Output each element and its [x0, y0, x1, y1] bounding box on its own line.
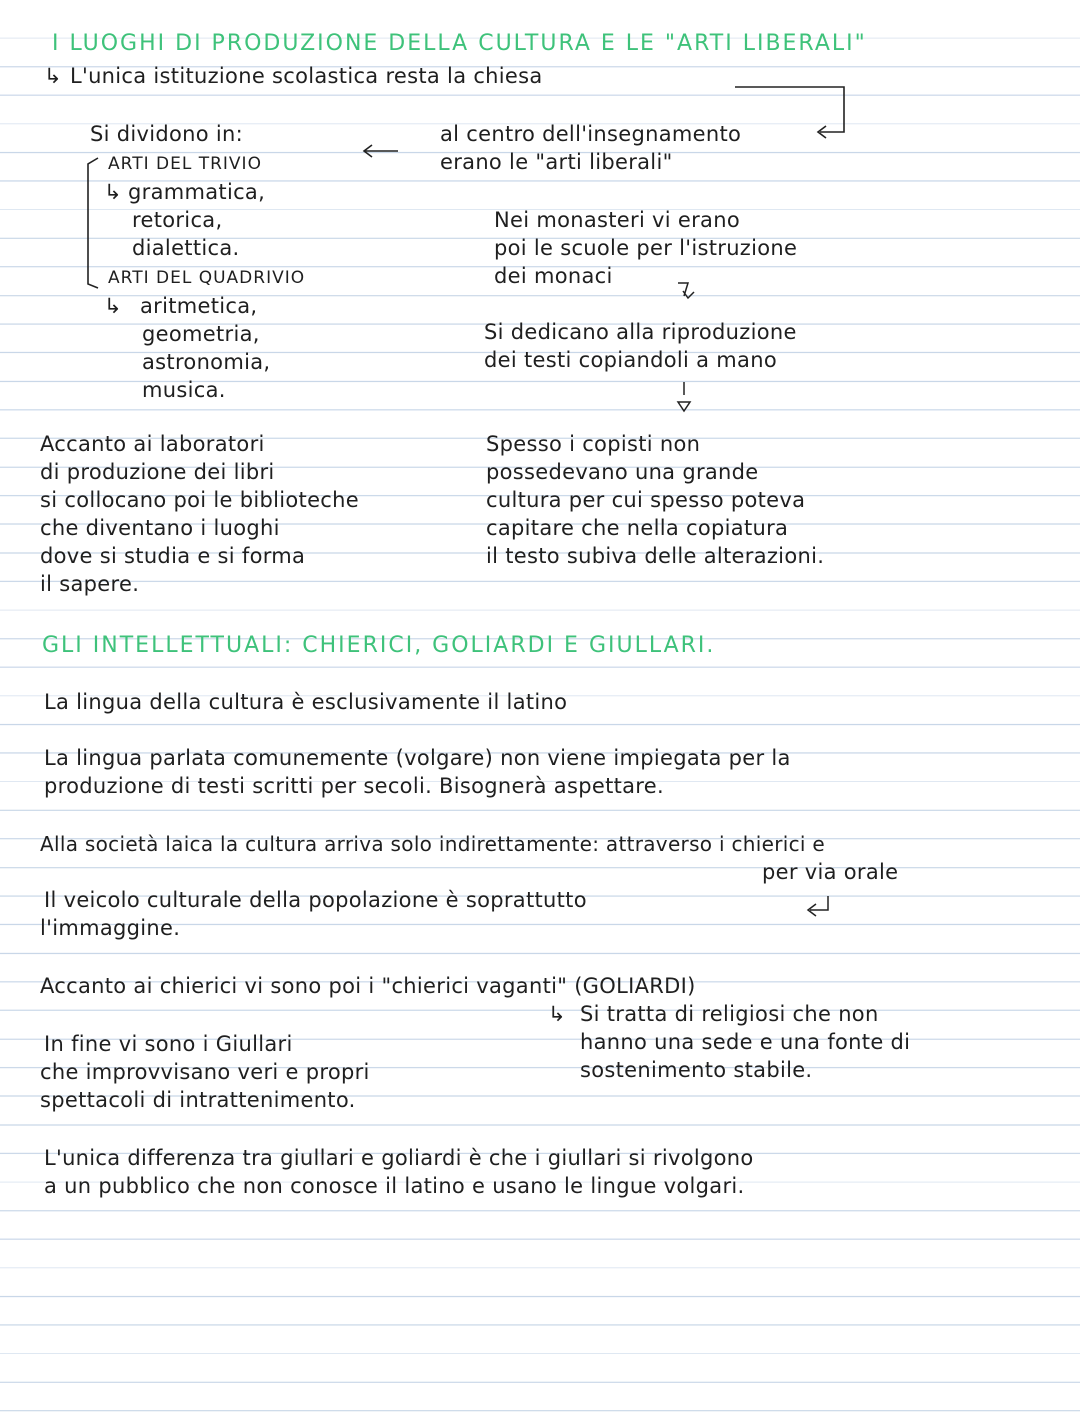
sub-arrow-icon: ↳ — [44, 64, 62, 88]
biblioteche-line: di produzione dei libri — [40, 460, 275, 484]
chiesa-line: L'unica istituzione scolastica resta la chiesa — [70, 64, 543, 88]
goliardi-line: sostenimento stabile. — [580, 1058, 813, 1082]
biblioteche-line: si collocano poi le biblioteche — [40, 488, 359, 512]
trivio-item: dialettica. — [132, 236, 240, 260]
arrow-down-monaci-icon — [678, 283, 694, 298]
biblioteche-line: che diventano i luoghi — [40, 516, 280, 540]
copisti-line: Spesso i copisti non — [486, 432, 701, 456]
quadrivio-item: astronomia, — [142, 350, 271, 374]
connector-chiesa-to-centro — [735, 87, 844, 132]
trivio-title: ARTI DEL TRIVIO — [108, 154, 262, 174]
differenza-line: a un pubblico che non conosce il latino e usano le lingue volgari. — [44, 1174, 745, 1198]
veicolo-line: l'immaggine. — [40, 916, 181, 940]
copisti-line: capitare che nella copiatura — [486, 516, 789, 540]
monasteri-line: Nei monasteri vi erano — [494, 208, 740, 232]
bracket-arti — [88, 158, 98, 288]
quadrivio-item: aritmetica, — [140, 294, 258, 318]
arrow-to-divide-icon — [364, 145, 398, 157]
chierici-vaganti-line: Accanto ai chierici vi sono poi i "chierici vaganti" (GOLIARDI) — [40, 974, 696, 998]
volgare-line: produzione di testi scritti per secoli. Bisognerà aspettare. — [44, 774, 664, 798]
return-arrow-icon — [808, 896, 828, 916]
biblioteche-line: Accanto ai laboratori — [40, 432, 265, 456]
center-line: al centro dell'insegnamento — [440, 122, 742, 146]
latino-line: La lingua della cultura è esclusivamente il latino — [44, 690, 568, 714]
quadrivio-item: musica. — [142, 378, 226, 402]
arrowhead-icon — [818, 126, 826, 138]
volgare-line: La lingua parlata comunemente (volgare) non viene impiegata per la — [44, 746, 791, 770]
goliardi-line: Si tratta di religiosi che non — [580, 1002, 879, 1026]
biblioteche-line: dove si studia e si forma — [40, 544, 306, 568]
trivio-item: grammatica, — [128, 180, 266, 204]
copisti-line: il testo subiva delle alterazioni. — [486, 544, 825, 568]
differenza-line: L'unica differenza tra giullari e goliardi è che i giullari si rivolgono — [44, 1146, 754, 1170]
sub-arrow-icon: ↳ — [548, 1002, 566, 1026]
veicolo-line: Il veicolo culturale della popolazione è soprattutto — [44, 888, 587, 912]
trivio-item: retorica, — [132, 208, 223, 232]
copisti-line: possedevano una grande — [486, 460, 759, 484]
sub-arrow-icon: ↳ — [104, 180, 122, 204]
section-title-intellettuali: GLI INTELLETTUALI: CHIERICI, GOLIARDI E GIULLARI. — [42, 633, 716, 658]
section-title-luoghi: I LUOGHI DI PRODUZIONE DELLA CULTURA E LE "ARTI LIBERALI" — [52, 31, 867, 56]
via-orale-line: per via orale — [762, 860, 899, 884]
monasteri-line: poi le scuole per l'istruzione — [494, 236, 798, 260]
quadrivio-title: ARTI DEL QUADRIVIO — [108, 268, 306, 288]
center-line: erano le "arti liberali" — [440, 150, 673, 174]
giullari-line: In fine vi sono i Giullari — [44, 1032, 293, 1056]
giullari-line: che improvvisano veri e propri — [40, 1060, 370, 1084]
biblioteche-line: il sapere. — [40, 572, 140, 596]
goliardi-line: hanno una sede e una fonte di — [580, 1030, 911, 1054]
riproduzione-line: dei testi copiandoli a mano — [484, 348, 777, 372]
giullari-line: spettacoli di intrattenimento. — [40, 1088, 356, 1112]
sub-arrow-icon: ↳ — [104, 294, 122, 318]
copisti-line: cultura per cui spesso poteva — [486, 488, 806, 512]
monasteri-line: dei monaci — [494, 264, 613, 288]
divide-in-label: Si dividono in: — [90, 122, 243, 146]
arrow-down-testi-icon — [678, 382, 690, 411]
quadrivio-item: geometria, — [142, 322, 260, 346]
societa-laica-line: Alla società laica la cultura arriva solo indirettamente: attraverso i chierici e — [40, 832, 826, 856]
riproduzione-line: Si dedicano alla riproduzione — [484, 320, 797, 344]
